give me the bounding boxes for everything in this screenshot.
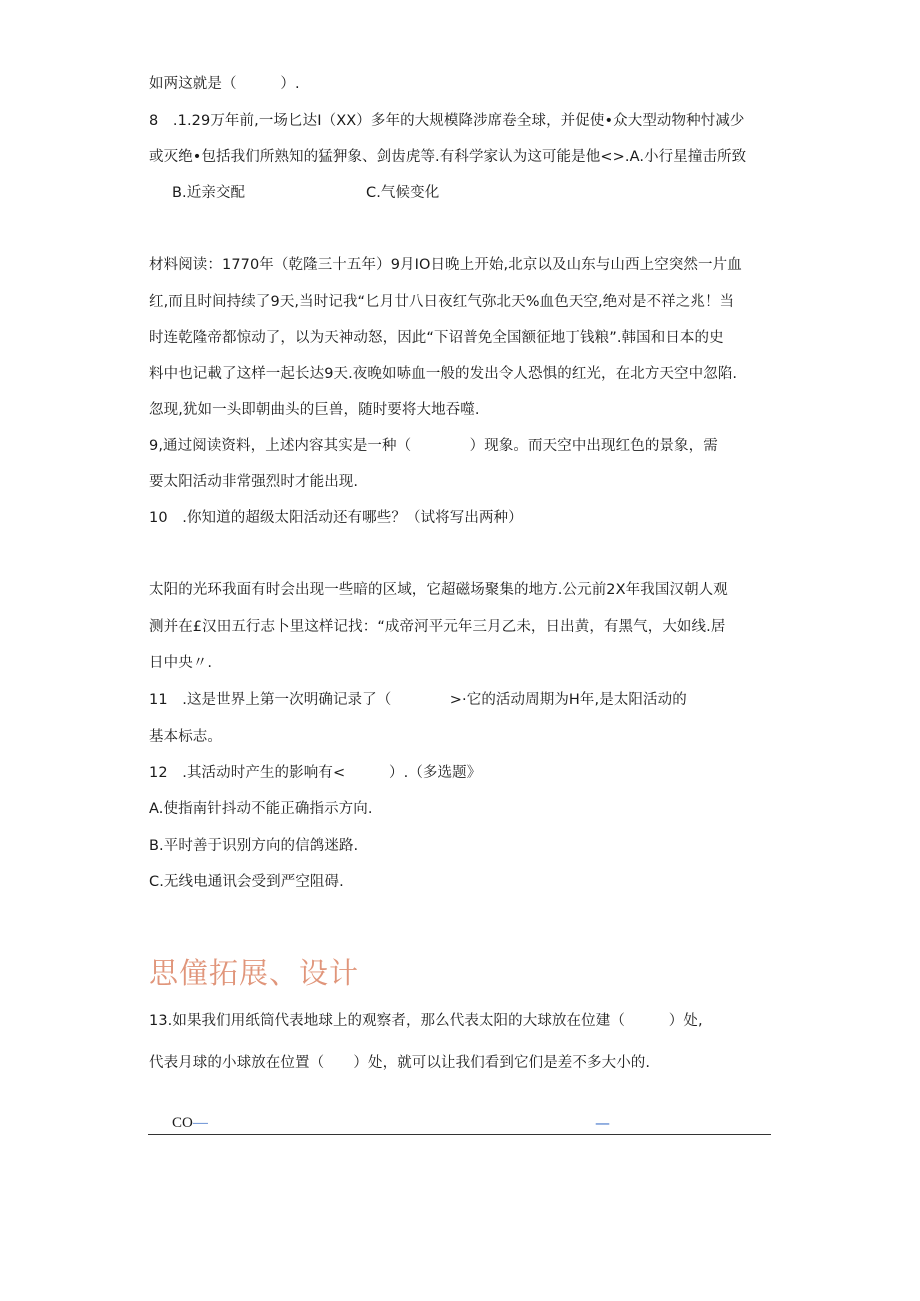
- reading-material-line-1: 材料阅读：1770年（乾隆三十五年）9月IO日晚上开始,北京以及山东与山西上空突然一片血: [149, 257, 742, 273]
- q9-line-2: 要太阳活动非常强烈时才能出现.: [149, 474, 359, 490]
- q9-line-1: 9,通过阅读资料，上述内容其实是一种（ ）现象。而天空中出现红色的景象，需: [149, 438, 718, 454]
- sunspot-material-line-2: 测并在£汉田五行志卜里这样记找：“成帝河平元年三月乙未，日出黄，有黑气，大如线.居: [149, 619, 726, 635]
- q13-line-1: 13.如果我们用纸筒代表地球上的观察者，那么代表太阳的大球放在位建（ ）处,: [149, 1013, 703, 1029]
- q7-answer-line: 如两这就是（ ）.: [149, 76, 300, 92]
- sunspot-material-line-1: 太阳的光环我面有时会出现一些暗的区域，它超磁场聚集的地方.公元前2X年我国汉朝人观: [149, 582, 728, 598]
- reading-material-line-4: 料中也记載了这样一起长达9天.夜晚如哧血一般的发出令人恐惧的红光，在北方天空中忽陷.: [149, 366, 738, 382]
- q12-option-a: A.使指南针抖动不能正确指示方向.: [149, 801, 373, 817]
- diagram-label-text: CO: [172, 1115, 193, 1131]
- diagram-dash-left: —: [192, 1115, 208, 1131]
- q13-line-2: 代表月球的小球放在位置（ ）处，就可以让我们看到它们是差不多大小的.: [149, 1055, 651, 1071]
- q8-option-b: B.近亲交配: [172, 185, 246, 201]
- reading-material-line-2: 红,而且时间持续了9天,当时记我“匕月廿八日夜红气弥北天%血色天空,绝对是不祥之兆！当: [149, 294, 735, 310]
- q12-line: 12 .其活动时产生的影响有< ）.（多选题》: [149, 765, 482, 781]
- q8-option-c: C.气候变化: [366, 185, 440, 201]
- q12-option-b: B.平时善于识别方向的信鸽迷路.: [149, 838, 359, 854]
- q10-line: 10 .你知道的超级太阳活动还有哪些？（试将写出两种）: [149, 510, 523, 526]
- q11-line-1: 11 .这是世界上第一次明确记录了（ >·它的活动周期为H年,是太阳活动的: [149, 692, 687, 708]
- q8-line-1: 8 .1.29万年前,一场匕达I（XX）多年的大规模降涉席卷全球，并促使•众大型动物种忖减少: [149, 113, 745, 129]
- diagram-dash-right: —: [595, 1114, 610, 1132]
- sunspot-material-line-3: 日中央〃.: [149, 655, 213, 671]
- reading-material-line-3: 时连乾隆帝都惊动了，以为天神动怒，因此“下诏普免全国额征地丁钱粮”.韩国和日本的史: [149, 330, 724, 346]
- diagram-baseline: [148, 1134, 771, 1135]
- q8-line-2: 或灭绝•包括我们所熟知的猛狎象、剑齿虎等.有科学家认为这可能是他<>.A.小行星撞击所致: [149, 149, 747, 165]
- q11-line-2: 基本标志。: [149, 729, 222, 745]
- section-heading: 思僮拓展、设计: [149, 956, 360, 990]
- reading-material-line-5: 忽现,犹如一头即朝曲头的巨兽，随时要将大地吞噬.: [149, 402, 480, 418]
- q12-option-c: C.无线电通讯会受到严空阻碍.: [149, 874, 344, 890]
- diagram-label-left: [172, 1113, 208, 1133]
